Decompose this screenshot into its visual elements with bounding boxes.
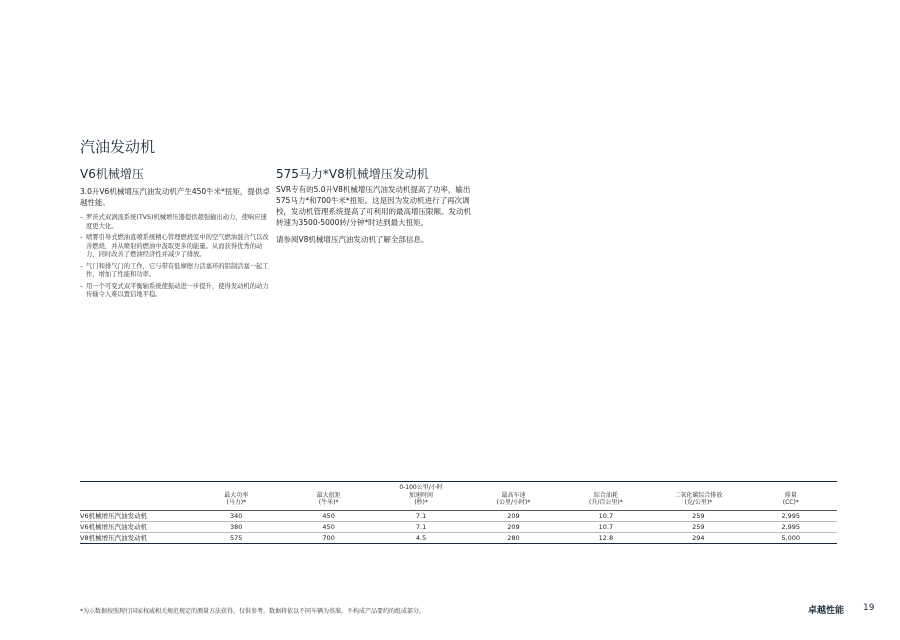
cell-co2: 294 [692,533,705,542]
engine-spec-table [80,481,837,544]
table-row [80,532,837,543]
v6-feature-item: – 气门和排气门的工作，它与带有低摩擦力活塞环的铝制活塞一起工作，增加了性能和功率。 [80,263,270,280]
v6-feature-item: – 罗茨式双涡流系统(TVS)机械增压器提供超强输出动力，使响应速度更大化。 [80,214,270,231]
cell-co2: 259 [652,521,744,532]
header-max-torque: 最大扭矩 (牛米)* [282,482,374,511]
table-row [80,521,837,532]
cell-fuel: 12.8 [598,533,614,542]
cell-model: V6机械增压汽油发动机 [80,521,190,532]
header-acceleration: 0-100公里/小时 加速时间 (秒)* [375,482,467,511]
table-header-row [80,482,837,511]
v6-intro: 3.0升V6机械增压汽油发动机产生450牛米*扭矩，提供卓越性能。 [80,187,270,207]
cell-torque: 700 [322,533,335,542]
cell-acceleration: 7.1 [375,510,467,521]
v6-feature-list [80,214,270,300]
footer-section-title: 卓越性能 [808,606,845,616]
cell-torque: 450 [282,510,374,521]
v6-feature-item: – 用一个可变式双平衡轴系统使振动进一步提升，使得发动机的动力传输令人难以置信地平稳。 [80,283,270,300]
v8-reference-note: 请参阅V8机械增压汽油发动机了解全部信息。 [276,235,429,244]
cell-top-speed: 209 [467,510,559,521]
cell-displacement: 5,000 [781,533,801,542]
header-model [80,482,190,511]
v6-title: V6机械增压 [80,167,144,181]
header-co2-emissions: 二氧化碳综合排放 (克/公里)* [652,482,744,511]
header-max-power: 最大功率 (马力)* [190,482,282,511]
cell-co2: 259 [652,510,744,521]
cell-top-speed: 280 [507,533,520,542]
cell-power: 575 [230,533,243,542]
cell-displacement: 2,995 [745,510,837,521]
header-top-speed: 最高车速 (公里/小时)* [467,482,559,511]
v6-feature-item: – 喷雾引导式燃油直喷系统精心管理燃烧室中的空气燃油混合气以改善燃烧，并从喷射的燃油中汲取更多的能量。从而获得优秀的动力，同时改善了燃油经济性并减少了排放。 [80,234,270,260]
section-title: 汽油发动机 [80,138,156,156]
v8-description: SVR专有的5.0升V8机械增压汽油发动机提高了功率，输出575马力*和700牛米*扭矩。这是因为发动机进行了再次调校，发动机管理系统提高了可利用的最高增压限额。发动机转速为3500-5000转/分钟*时达到最大扭矩。 [276,185,471,227]
cell-power: 380 [190,521,282,532]
cell-fuel: 10.7 [560,510,652,521]
header-displacement: 排量 (CC)* [745,482,837,511]
cell-torque: 450 [282,521,374,532]
page-number: 19 [863,603,875,613]
cell-power: 340 [190,510,282,521]
header-fuel-consumption: 综合油耗 (升/百公里)* [560,482,652,511]
table-row [80,510,837,521]
cell-top-speed: 209 [467,521,559,532]
cell-acceleration: 7.1 [375,521,467,532]
v6-column [80,186,270,303]
v8-title: 575马力*V8机械增压发动机 [276,167,429,181]
footnote: *为示数据按照现行国家权威相关规范规定的测量方法获得，仅供参考。数据将依以不同车辆为基准，不构成产品要约的组成部分。 [80,608,426,615]
cell-acceleration: 4.5 [415,533,427,542]
cell-model: V6机械增压汽油发动机 [80,510,190,521]
cell-displacement: 2,995 [745,521,837,532]
cell-fuel: 10.7 [560,521,652,532]
v8-column [276,184,471,251]
cell-model: V8机械增压汽油发动机 [80,534,148,542]
